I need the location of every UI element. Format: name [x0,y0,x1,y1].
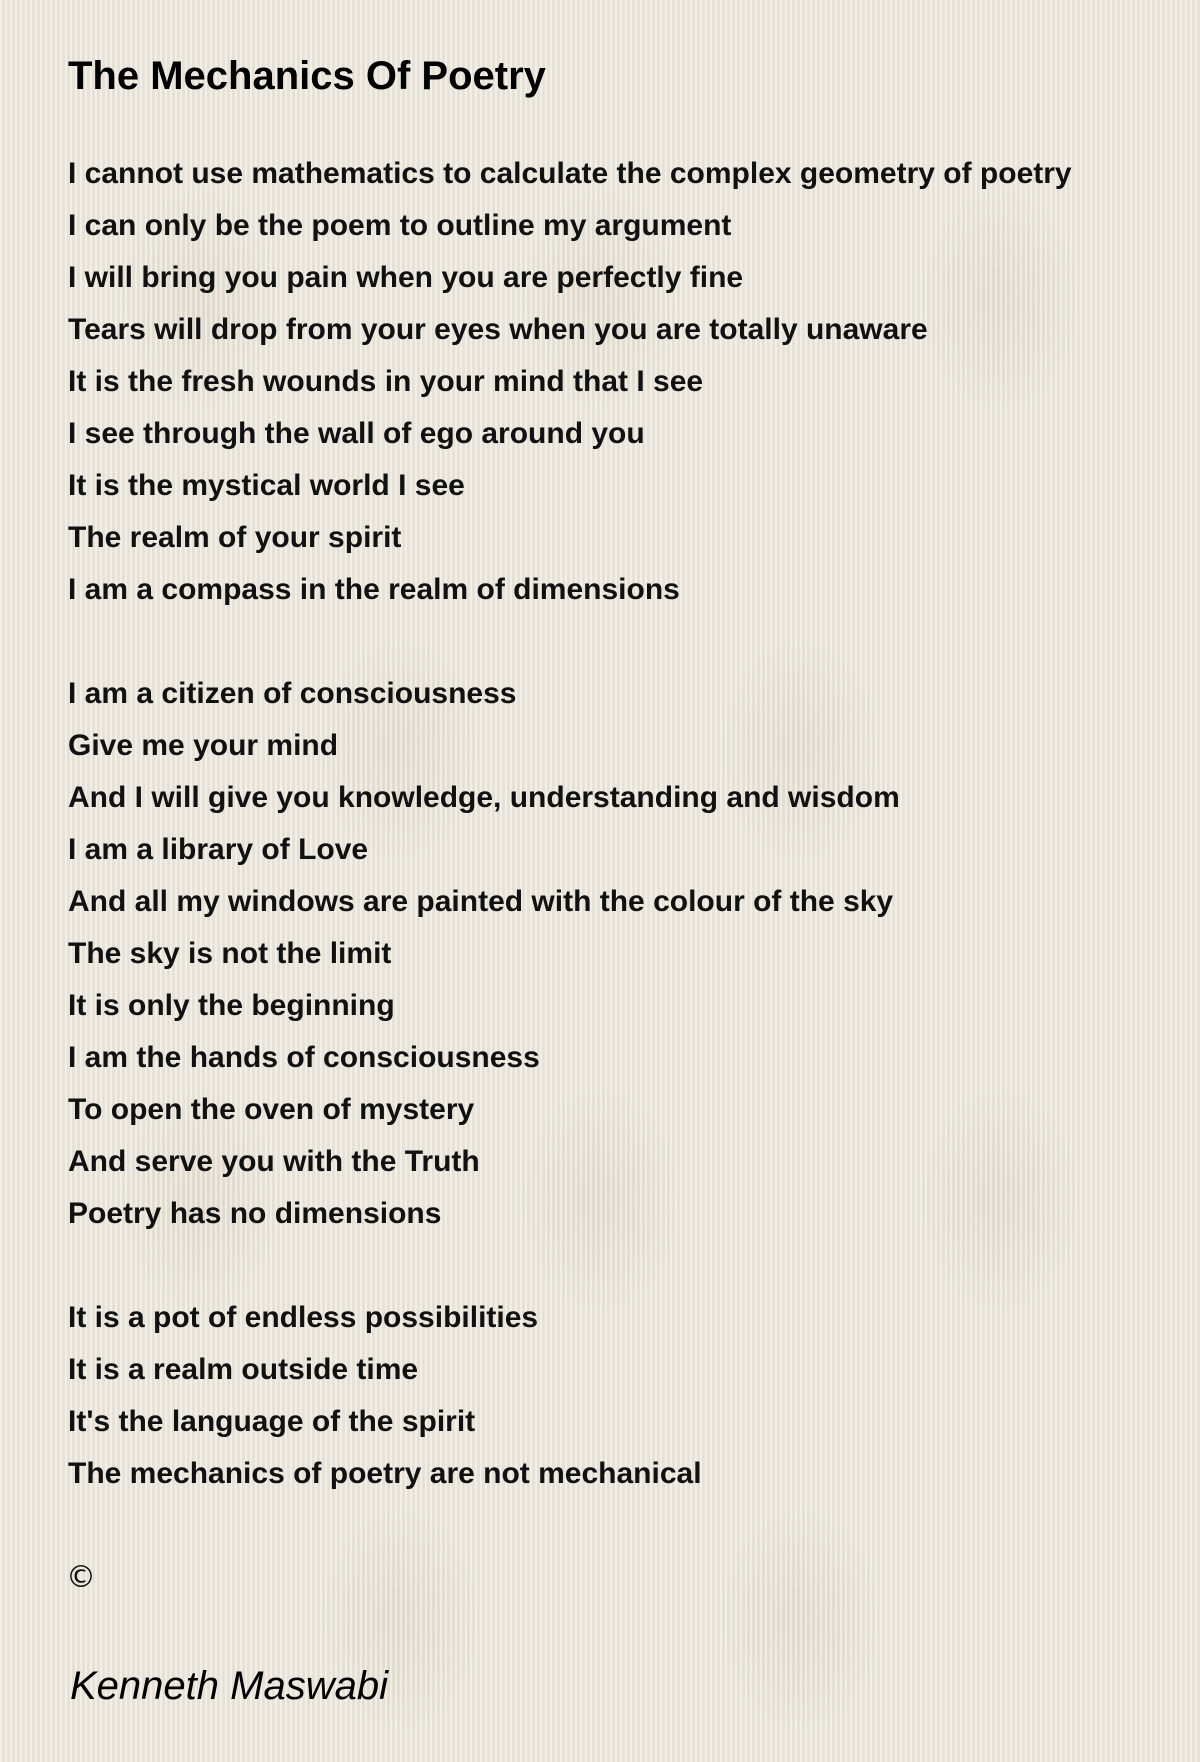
stanza-1 [68,148,1188,616]
poem-line: The mechanics of poetry are not mechanical [68,1457,702,1490]
poem-line: It is a pot of endless possibilities [68,1301,539,1334]
poem-body [68,148,1188,1552]
poem-line: I am a library of Love [68,833,369,866]
poem-line: And all my windows are painted with the colour of the sky [68,885,894,918]
stanza-2 [68,668,1188,1240]
poem-line: It's the language of the spirit [68,1405,476,1438]
poem-line: I cannot use mathematics to calculate the complex geometry of poetry [68,157,1072,190]
author-name: Kenneth Maswabi [70,1664,388,1708]
poem-line: And serve you with the Truth [68,1145,480,1178]
poem-line: I am the hands of consciousness [68,1041,540,1074]
poem-line: Give me your mind [68,729,339,762]
poem-line: I am a compass in the realm of dimensions [68,573,680,606]
copyright-symbol: © [66,1560,96,1595]
poem-line: To open the oven of mystery [68,1093,475,1126]
poem-line: It is the mystical world I see [68,469,465,502]
poem-line: I will bring you pain when you are perfectly fine [68,261,744,294]
poem-line: It is a realm outside time [68,1353,419,1386]
poem-line: I am a citizen of consciousness [68,677,517,710]
poem-line: Tears will drop from your eyes when you are totally unaware [68,313,928,346]
stanza-3 [68,1292,1188,1500]
poem-line: The sky is not the limit [68,937,392,970]
poem-line: It is the fresh wounds in your mind that I see [68,365,704,398]
poem-line: I see through the wall of ego around you [68,417,645,450]
poem-line: I can only be the poem to outline my argument [68,209,732,242]
poem-line: The realm of your spirit [68,521,402,554]
poem-line: It is only the beginning [68,989,395,1022]
poem-title: The Mechanics Of Poetry [68,54,546,98]
poem-line: And I will give you knowledge, understanding and wisdom [68,781,900,814]
poem-line: Poetry has no dimensions [68,1197,442,1230]
